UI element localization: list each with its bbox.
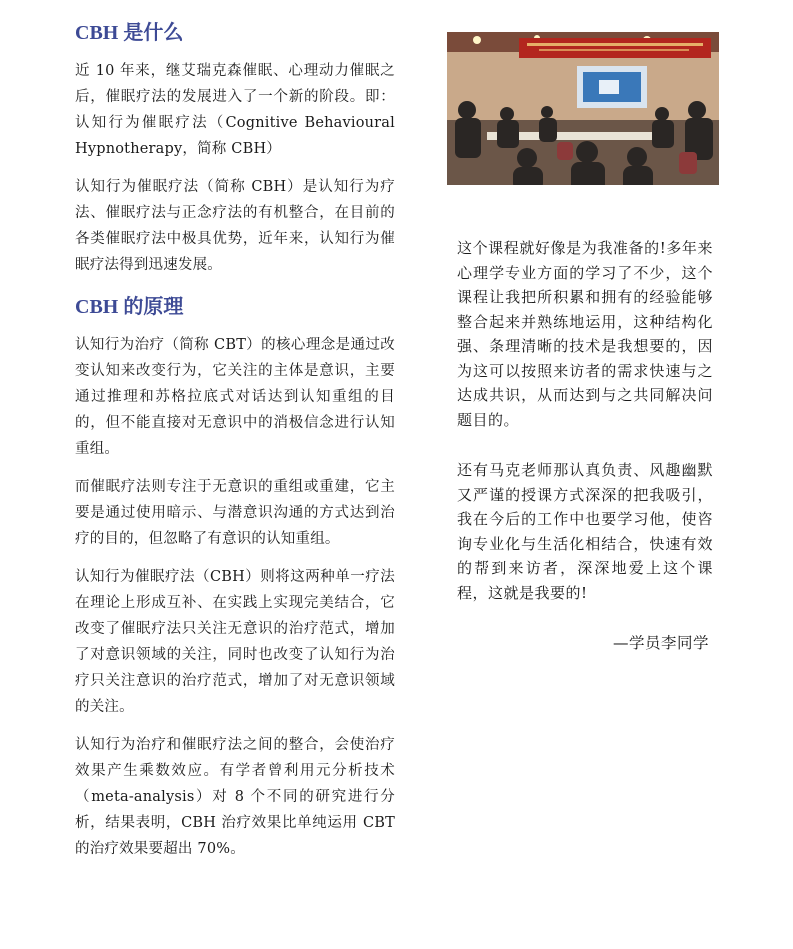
testimonial-paragraph-1: 这个课程就好像是为我准备的!多年来心理学专业方面的学习了不少，这个课程让我把所积累和拥有的经验能够整合起来并熟练地运用，这种结构化强、条理清晰的技术是我想要的，因为这可以按照来访者的需求快速与之达成共识，从而达到与之共同解决问题目的。 [457,239,713,429]
paragraph-integration: 认知行为治疗和催眠疗法之间的整合，会使治疗效果产生乘数效应。有学者曾利用元分析技术（meta-analysis）对 8 个不同的研究进行分析，结果表明，CBH 治疗效果比单纯运用 CBT 的治疗效果要超出 70%。 [75,737,395,857]
classroom-photo-illustration [447,32,719,185]
section-heading-what-is-cbh: CBH 是什么 [75,22,184,44]
classroom-photo [447,32,719,185]
paragraph-cbt: 认知行为治疗（简称 CBT）的核心理念是通过改变认知来改变行为，它关注的主体是意识，主要通过推理和苏格拉底式对话达到认知重组的目的，但不能直接对无意识中的消极信念进行认知重组。 [75,337,395,457]
paragraph-hypnotherapy: 而催眠疗法则专注于无意识的重组或重建，它主要是通过使用暗示、与潜意识沟通的方式达到治疗的目的，但忽略了有意识的认知重组。 [75,479,395,547]
paragraph-cbh: 认知行为催眠疗法（CBH）则将这两种单一疗法在理论上形成互补、在实践上实现完美结合，它改变了催眠疗法只关注无意识的治疗范式，增加了对意识领域的关注，同时也改变了认知行为治疗只关注意识的治疗范式，增加了对无意识领域的关注。 [75,569,395,715]
left-column [75,18,395,874]
section-heading-principle: CBH 的原理 [75,296,184,318]
paragraph-definition: 认知行为催眠疗法（简称 CBH）是认知行为疗法、催眠疗法与正念疗法的有机整合，在目前的各类催眠疗法中极具优势，近年来，认知行为催眠疗法得到迅速发展。 [75,179,395,273]
paragraph-intro: 近 10 年来，继艾瑞克森催眠、心理动力催眠之后，催眠疗法的发展进入了一个新的阶段。即：认知行为催眠疗法（Cognitive Behavioural Hypnotherapy，简称 CBH） [75,63,395,157]
testimonial-signature: —学员李同学 [612,634,709,652]
testimonial-column [457,236,713,653]
testimonial-paragraph-2: 还有马克老师那认真负责、风趣幽默又严谨的授课方式深深的把我吸引，我在今后的工作中也要学习他，使咨询专业化与生活化相结合，快速有效的帮到来访者，深深地爱上这个课程，这就是我要的! [457,461,713,602]
